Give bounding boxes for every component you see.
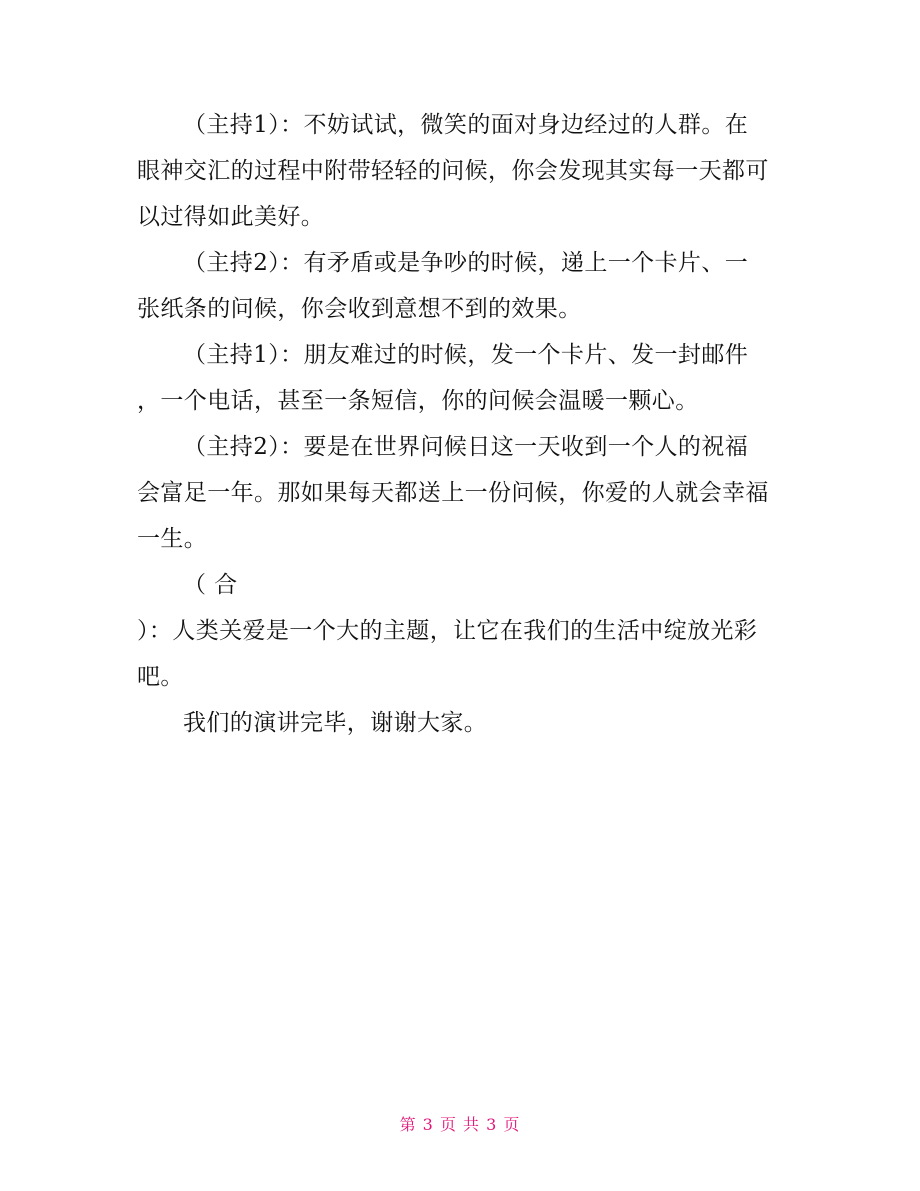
paragraph-line: （主持1）：不妨试试，微笑的面对身边经过的人群。在 xyxy=(183,112,749,138)
paragraph-host1-friend xyxy=(137,332,787,424)
paragraph-line: 吧。 xyxy=(137,664,184,690)
paragraph-line: 一生。 xyxy=(137,526,208,552)
paragraph-line: 会富足一年。那如果每天都送上一份问候，你爱的人就会幸福 xyxy=(137,480,769,506)
paragraph-line: 我们的演讲完毕，谢谢大家。 xyxy=(183,710,488,736)
paragraph-host2-greeting-day xyxy=(137,424,787,562)
document-body xyxy=(137,102,787,746)
paragraph-line: （主持2）：有矛盾或是争吵的时候，递上一个卡片、一 xyxy=(183,250,749,276)
paragraph-closing xyxy=(137,700,787,746)
paragraph-line: ，一个电话，甚至一条短信，你的问候会温暖一颗心。 xyxy=(137,388,699,414)
paragraph-host1-smile xyxy=(137,102,787,240)
paragraph-line: （ 合 xyxy=(183,572,238,598)
paragraph-line: （主持1）：朋友难过的时候，发一个卡片、发一封邮件 xyxy=(183,342,749,368)
page-number-footer: 第 3 页 共 3 页 xyxy=(399,1115,521,1134)
paragraph-line: 眼神交汇的过程中附带轻轻的问候，你会发现其实每一天都可 xyxy=(137,158,769,184)
paragraph-line: ）：人类关爱是一个大的主题，让它在我们的生活中绽放光彩 xyxy=(137,618,758,644)
paragraph-together xyxy=(137,562,787,700)
paragraph-host2-card xyxy=(137,240,787,332)
paragraph-line: 以过得如此美好。 xyxy=(137,204,325,230)
paragraph-line: （主持2）：要是在世界问候日这一天收到一个人的祝福 xyxy=(183,434,749,460)
paragraph-line: 张纸条的问候，你会收到意想不到的效果。 xyxy=(137,296,582,322)
